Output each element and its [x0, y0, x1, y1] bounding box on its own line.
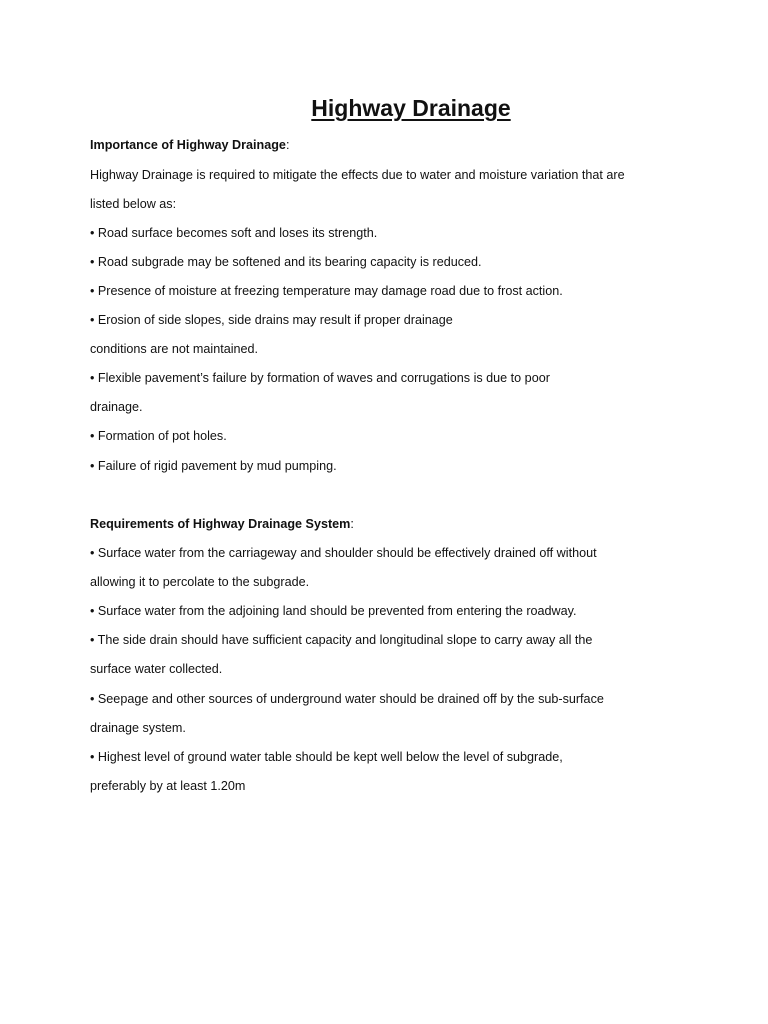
- bullet-continuation: drainage system.: [90, 721, 186, 735]
- bullet-item: • Seepage and other sources of underground water should be drained off by the sub-surface: [90, 692, 604, 706]
- bullet-continuation: surface water collected.: [90, 662, 223, 676]
- section-heading-colon: :: [350, 517, 354, 531]
- bullet-item: • Road surface becomes soft and loses its strength.: [90, 226, 378, 240]
- bullet-item: • Highest level of ground water table should be kept well below the level of subgrade,: [90, 750, 563, 764]
- bullet-continuation: conditions are not maintained.: [90, 342, 259, 356]
- document-title: Highway Drainage: [311, 95, 511, 121]
- bullet-item: • Presence of moisture at freezing temperature may damage road due to frost action.: [90, 284, 563, 298]
- bullet-continuation: allowing it to percolate to the subgrade.: [90, 575, 310, 589]
- bullet-item: • Surface water from the adjoining land should be prevented from entering the roadway.: [90, 604, 577, 618]
- bullet-item: • Surface water from the carriageway and shoulder should be effectively drained off without: [90, 546, 597, 560]
- bullet-item: • Road subgrade may be softened and its bearing capacity is reduced.: [90, 255, 482, 269]
- section-heading-importance: [90, 136, 289, 154]
- section-heading-text: Requirements of Highway Drainage System: [90, 517, 351, 531]
- paragraph-line: Highway Drainage is required to mitigate the effects due to water and moisture variation that are: [90, 168, 625, 182]
- bullet-item: • Formation of pot holes.: [90, 429, 227, 443]
- section-heading-requirements: [90, 515, 354, 533]
- bullet-continuation: preferably by at least 1.20m: [90, 779, 246, 793]
- paragraph-line: listed below as:: [90, 197, 177, 211]
- bullet-continuation: drainage.: [90, 400, 143, 414]
- section-heading-text: Importance of Highway Drainage: [90, 138, 286, 152]
- bullet-item: • Failure of rigid pavement by mud pumping.: [90, 459, 337, 473]
- bullet-item: • Flexible pavement’s failure by formation of waves and corrugations is due to poor: [90, 371, 550, 385]
- bullet-item: • Erosion of side slopes, side drains may result if proper drainage: [90, 313, 453, 327]
- section-heading-colon: :: [285, 138, 290, 152]
- bullet-item: • The side drain should have sufficient capacity and longitudinal slope to carry away all the: [90, 633, 593, 647]
